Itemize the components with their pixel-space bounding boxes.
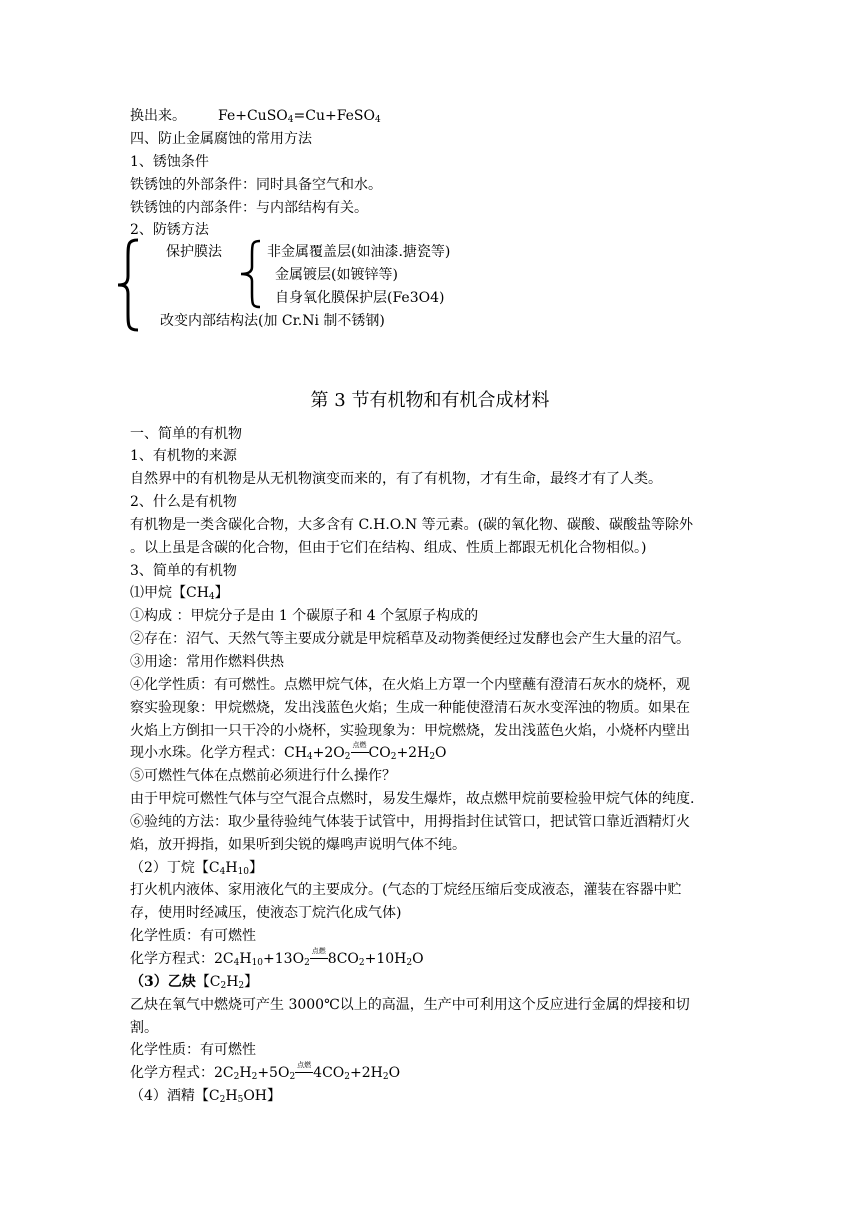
method-item-oxide: 自身氧化膜保护层(Fe3O4) xyxy=(275,290,445,306)
paragraph-what-is-2: 。以上虽是含碳的化合物，但由于它们在结构、组成、性质上都跟无机化合物相似。) xyxy=(130,540,647,556)
equation-butane: $2C_4H_{10}+13O_2$ 点燃 $8CO_2+10H_2O$ xyxy=(214,951,424,967)
section-title: 第 3 节有机物和有机合成材料 xyxy=(310,390,550,411)
subheading-source: 1、有机物的来源 xyxy=(130,448,237,464)
paragraph-what-is-1: 有机物是一类含碳化合物，大多含有 C.H.O.N 等元素。(碳的氧化物、碳酸、碳酸盐等除外 xyxy=(130,517,694,533)
methane-property-1: ④化学性质：有可燃性。点燃甲烷气体，在火焰上方罩一个内壁蘸有澄清石灰水的烧杯，观 xyxy=(130,677,690,693)
butane-property: 化学性质：有可燃性 xyxy=(130,928,256,944)
methane-property-3: 火焰上方倒扣一只干冷的小烧杯，实验现象为：甲烷燃烧，发出浅蓝色火焰，小烧杯内壁出 xyxy=(130,723,690,739)
equation-fe-cuso4: Fe+CuSO$_4$=Cu+FeSO$_4$ xyxy=(218,108,381,125)
large-brace-icon xyxy=(116,238,140,332)
methane-equation-line: 现小水珠。化学方程式：$CH_4+2O_2$ 点燃 $CO_2+2H_2O$ xyxy=(130,742,740,765)
protective-film-method: 保护膜法 xyxy=(166,244,222,260)
change-structure-method: 改变内部结构法(加 Cr.Ni 制不锈钢) xyxy=(160,313,385,329)
paragraph-source: 自然界中的有机物是从无机物演变而来的，有了有机物，才有生命，最终才有了人类。 xyxy=(130,471,662,487)
acetylene-equation-line: 化学方程式：$2C_2H_2+5O_2$ 点燃 $4CO_2+2H_2O$ xyxy=(130,1062,740,1085)
heading-prevent-corrosion: 四、防止金属腐蚀的常用方法 xyxy=(130,131,312,147)
equation-acetylene: $2C_2H_2+5O_2$ 点燃 $4CO_2+2H_2O$ xyxy=(214,1065,400,1081)
methane-structure: ①构成 ：甲烷分子是由 1 个碳原子和 4 个氢原子构成的 xyxy=(130,608,479,624)
butane-equation-line: 化学方程式：$2C_4H_{10}+13O_2$ 点燃 $8CO_2+10H_2O$ xyxy=(130,948,740,971)
methane-property-2: 察实验现象：甲烷燃烧，发出浅蓝色火焰；生成一种能使澄清石灰水变浑浊的物质。如果在 xyxy=(130,700,690,716)
text-prefix: 换出来。 xyxy=(130,108,186,124)
subheading-prevention-methods: 2、防锈方法 xyxy=(130,222,209,238)
acetylene-property: 化学性质：有可燃性 xyxy=(130,1042,256,1058)
alcohol-heading: （4）酒精【$C_2H_5OH$】 xyxy=(130,1088,281,1105)
methane-existence: ②存在：沼气、天然气等主要成分就是甲烷稻草及动物粪便经过发酵也会产生大量的沼气。 xyxy=(130,631,690,647)
butane-desc-1: 打火机内液体、家用液化气的主要成分。(气态的丁烷经压缩后变成液态，灌装在容器中贮 xyxy=(130,882,682,898)
question-before-ignite: ⑤可燃性气体在点燃前必须进行什么操作？ xyxy=(130,768,396,784)
replacement-line xyxy=(130,105,740,128)
subheading-what-is: 2、什么是有机物 xyxy=(130,494,237,510)
butane-desc-2: 存，使用时经减压，使液态丁烷汽化成气体) xyxy=(130,905,402,921)
method-item-nonmetal: 非金属覆盖层(如油漆.搪瓷等) xyxy=(267,244,451,260)
condition-mark: 点燃 xyxy=(351,742,369,765)
answer-before-ignite: 由于甲烷可燃性气体与空气混合点燃时，易发生爆炸，故点燃甲烷前要检验甲烷气体的纯度. xyxy=(130,791,695,807)
acetylene-desc-2: 割。 xyxy=(130,1020,158,1036)
methane-heading: ⑴甲烷【$CH_4$】 xyxy=(130,585,229,602)
subheading-rust-conditions: 1、锈蚀条件 xyxy=(130,154,209,170)
method-item-plating: 金属镀层(如镀锌等) xyxy=(275,267,398,283)
acetylene-heading: （3）乙炔【$C_2H_2$】 xyxy=(130,974,259,991)
acetylene-desc-1: 乙炔在氧气中燃烧可产生 3000℃以上的高温，生产中可利用这个反应进行金属的焊接和切 xyxy=(130,997,690,1013)
methane-use: ③用途：常用作燃料供热 xyxy=(130,654,284,670)
heading-simple-organics: 一、简单的有机物 xyxy=(130,426,242,442)
butane-heading: （2）丁烷【$C_4H_{10}$】 xyxy=(130,860,264,877)
purity-method-1: ⑥验纯的方法：取少量待验纯气体装于试管中，用拇指封住试管口，把试管口靠近酒精灯火 xyxy=(130,814,690,830)
condition-mark: 点燃 xyxy=(295,1062,313,1085)
equation-methane: $CH_4+2O_2$ 点燃 $CO_2+2H_2O$ xyxy=(284,745,447,761)
subheading-simple-list: 3、简单的有机物 xyxy=(130,563,237,579)
condition-mark: 点燃 xyxy=(310,948,328,971)
purity-method-2: 焰，放开拇指，如果听到尖锐的爆鸣声说明气体不纯。 xyxy=(130,837,466,853)
external-condition: 铁锈蚀的外部条件：同时具备空气和水。 xyxy=(130,177,382,193)
internal-condition: 铁锈蚀的内部条件：与内部结构有关。 xyxy=(130,200,368,216)
